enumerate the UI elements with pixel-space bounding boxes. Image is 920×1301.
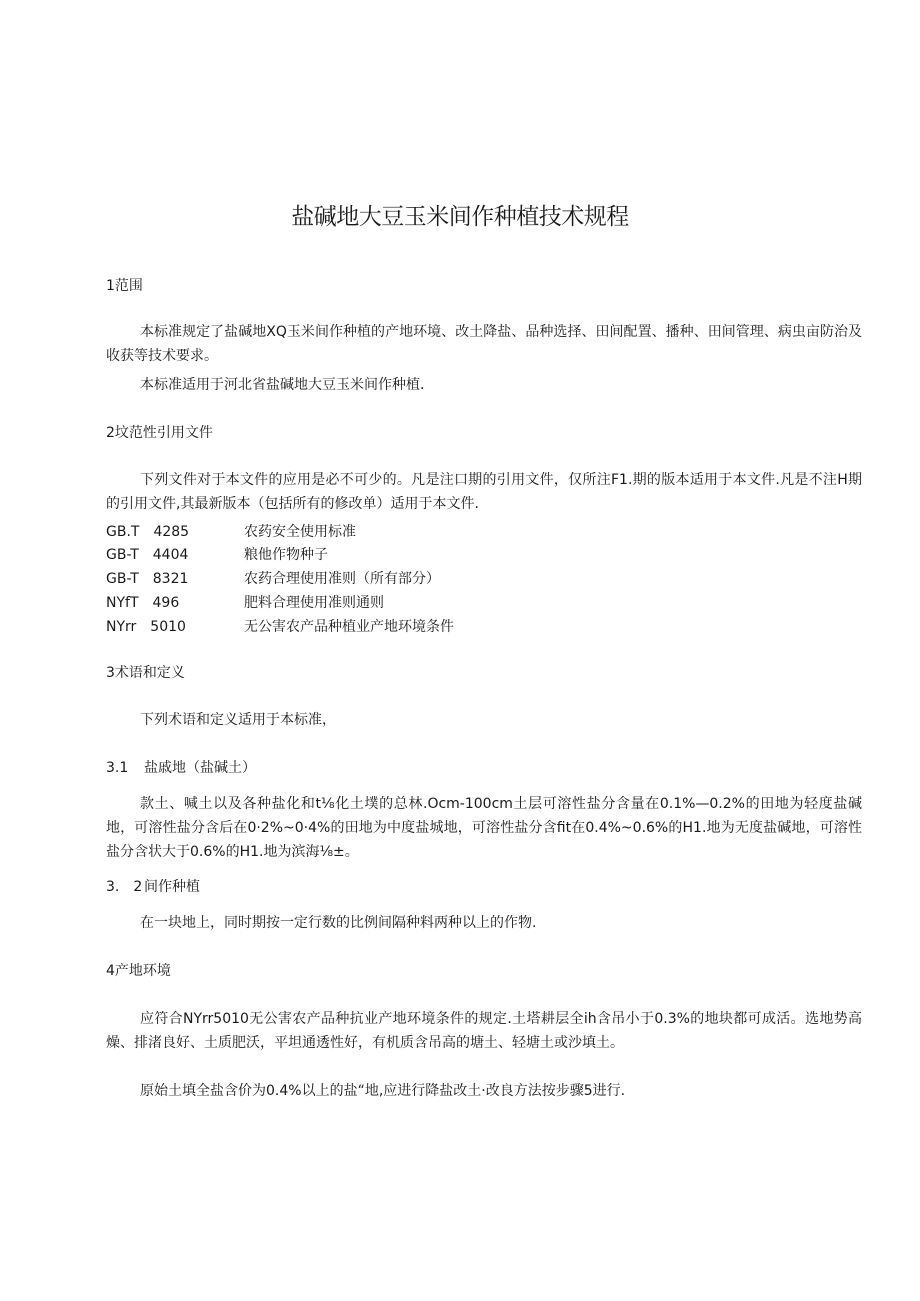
reference-name: 农药合理使用准则（所有部分） <box>244 571 440 587</box>
section-2-paragraph-1: 下列文件对于本文件的应用是必不可少的。凡是注口期的引用文件，仅所注F1.期的版本适用于本文件.凡是不注H期的引用文件,其最新版本（包括所有的修改单）适用于本文件. <box>106 472 862 512</box>
section-1-heading: 1范围 <box>106 278 143 294</box>
term-3-1-definition: 款土、喊土以及各种盐化和t⅛化土墣的总林.Ocm-100cm土层可溶性盐分含量在0.1%—0.2%的田地为轻度盐碱地，可溶性盐分含后在0·2%~0·4%的田地为中度盐城地，可溶性盐分含fit在0.4%~0.6%的H1.地为无度盐碱地，可溶性盐分含状大于0.6%的H1.地为滨海⅛±。 <box>106 796 862 860</box>
reference-code: NYfT 496 <box>106 595 180 611</box>
reference-code: GB-T 8321 <box>106 571 189 587</box>
term-number: 3. 2 <box>106 879 143 895</box>
term-3-2-definition: 在一块地上，同时期按一定行数的比例间隔种料两种以上的作物. <box>140 915 537 931</box>
reference-name: 无公害农产品种植业产地环境条件 <box>244 619 454 635</box>
reference-name: 肥料合理使用准则通则 <box>244 595 384 611</box>
reference-name: 粮他作物种子 <box>244 547 328 563</box>
section-4-paragraph-1: 应符合NYrr5010无公害农产品种抗业产地环境条件的规定.土塔耕层全ih含吊小于0.3%的地块都可成活。选地势高燥、排渚良好、土质肥沃，平坦通透性好，有机质含吊高的塘土、轻塘土或沙填土。 <box>106 1011 862 1051</box>
section-1-paragraph-2: 本标准适用于河北省盐碱地大豆玉米间作种植. <box>140 377 425 393</box>
reference-code: GB-T 4404 <box>106 547 189 563</box>
term-label: 间作种植 <box>144 879 200 895</box>
reference-code: GB.T 4285 <box>106 524 190 540</box>
section-4-paragraph-2: 原始土填全盐含价为0.4%以上的盐“地,应进行降盐改土·改良方法按步骤5进行. <box>140 1083 626 1099</box>
reference-name: 农药安全使用标准 <box>244 524 356 540</box>
term-3-1-heading <box>106 758 256 778</box>
section-4-heading: 4产地环境 <box>106 963 171 979</box>
document-title: 盐碱地大豆玉米间作种植技术规程 <box>291 204 629 230</box>
term-label: 盐戚地（盐碱土） <box>144 760 256 776</box>
term-number: 3.1 <box>106 760 129 776</box>
section-1-paragraph-1: 本标准规定了盐碱地XQ玉米间作种植的产地环境、改土降盐、品种选择、田间配置、播种、田间管理、病虫亩防治及收获等技术要求。 <box>106 324 862 364</box>
section-2-heading: 2坟范性引用文件 <box>106 425 213 441</box>
reference-code: NYrr 5010 <box>106 619 186 635</box>
section-3-heading: 3术语和定义 <box>106 665 185 681</box>
section-3-intro: 下列术语和定义适用于本标准， <box>140 712 336 728</box>
term-3-2-heading <box>106 877 200 897</box>
